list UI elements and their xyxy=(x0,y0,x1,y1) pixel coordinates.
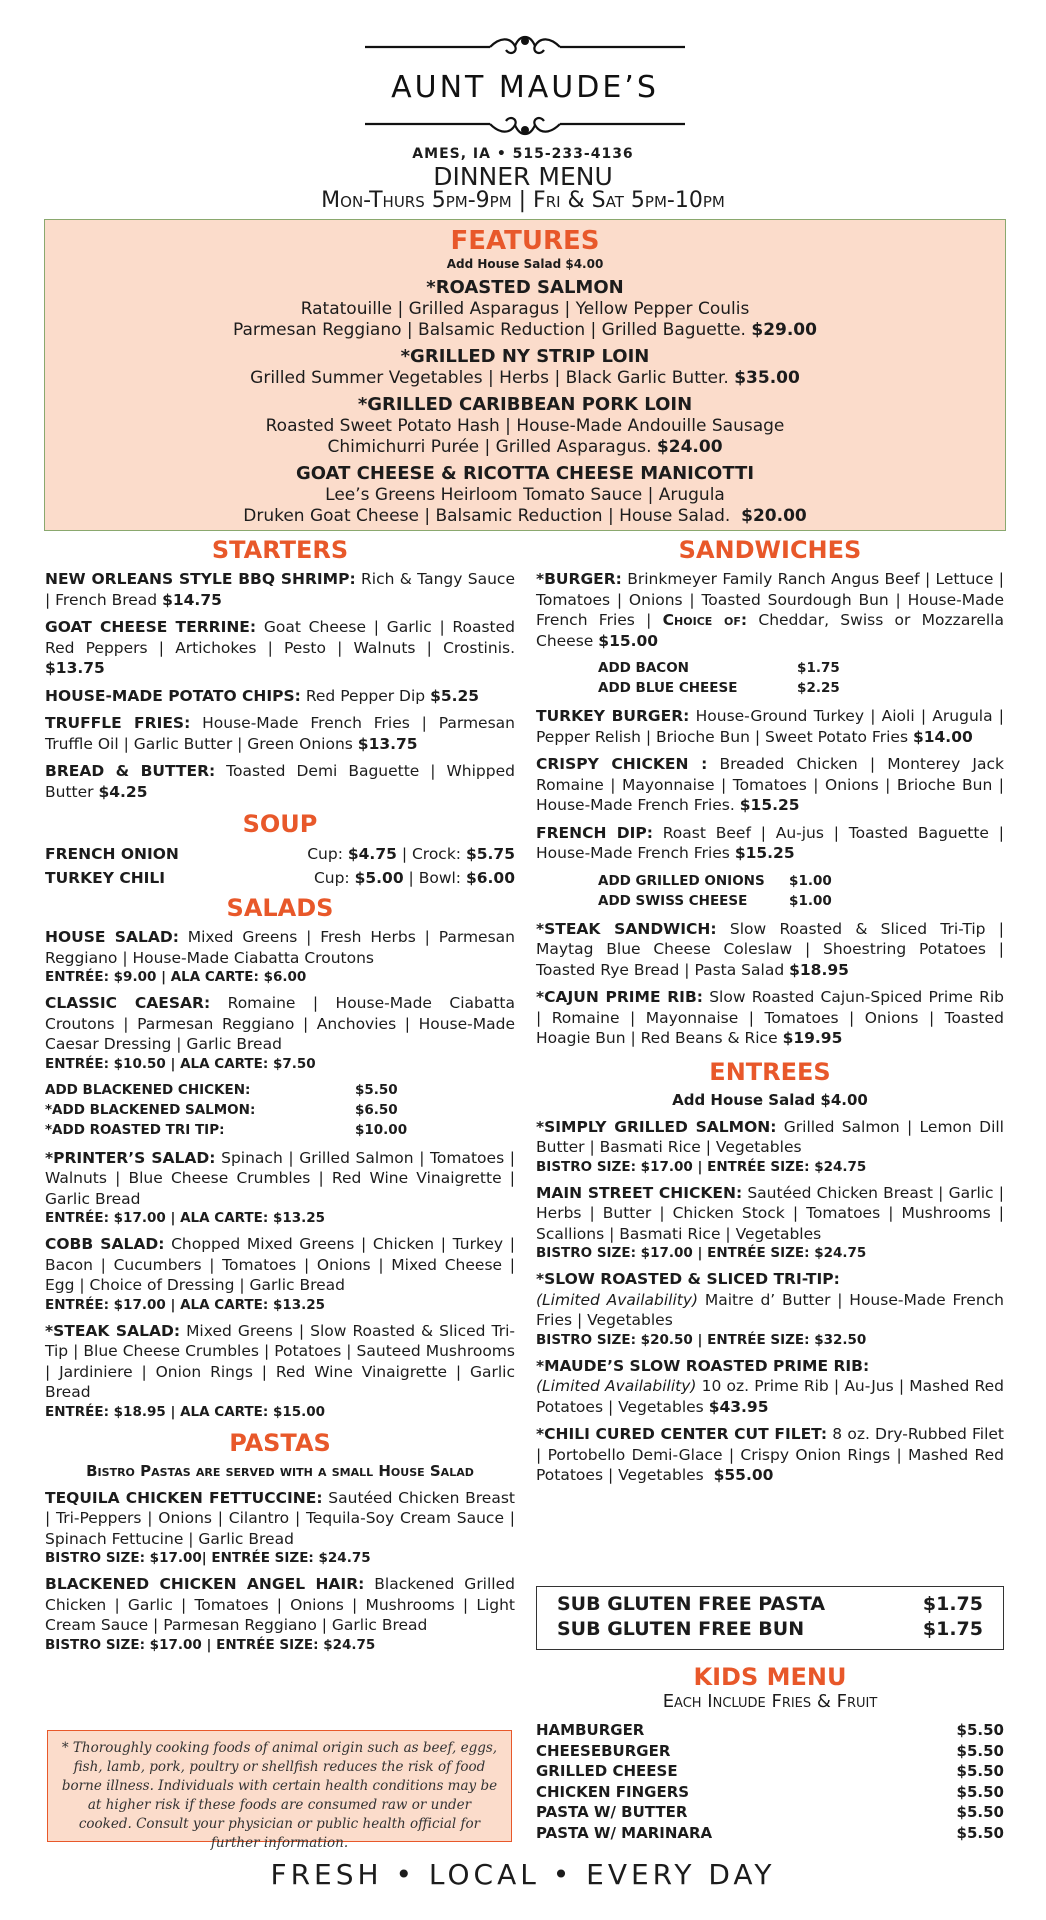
feature-desc: Parmesan Reggiano | Balsamic Reduction | Grilled Baguette. xyxy=(233,320,746,340)
feature-desc: Ratatouille | Grilled Asparagus | Yellow Pepper Coulis xyxy=(300,299,750,319)
pastas-title: PASTAS xyxy=(229,1428,331,1457)
menu-item: *MAUDE’S SLOW ROASTED PRIME RIB: (Limited Availability) 10 oz. Prime Rib | Au-Jus | Mashed Red Potatoes | Vegetables $43.95 xyxy=(536,1356,1004,1416)
menu-item: CLASSIC CAESAR: Romaine | House-Made Ciabatta Croutons | Parmesan Reggiano | Anchovies | House-Made Caesar Dressing | Garlic Bread ENTRÉE: $10.50 | ALA CARTE: $7.50 xyxy=(45,994,515,1072)
feature-name: *GRILLED CARIBBEAN PORK LOIN xyxy=(357,394,693,415)
feature-item xyxy=(45,393,1005,458)
features-subtitle: Add House Salad $4.00 xyxy=(446,257,604,271)
entrees-note: Add House Salad $4.00 xyxy=(672,1090,868,1109)
gluten-free-row: SUB GLUTEN FREE BUN $1.75 xyxy=(557,1618,983,1640)
menu-item: *BURGER: Brinkmeyer Family Ranch Angus Beef | Lettuce | Tomatoes | Onions | Toasted Sourdough Bun | House-Made French Fries | Choice of: Cheddar, Swiss or Mozzarella Cheese $15.00 xyxy=(536,570,1004,650)
feature-desc: Chimichurri Purée | Grilled Asparagus. xyxy=(327,437,652,457)
feature-desc: Grilled Summer Vegetables | Herbs | Black Garlic Butter. xyxy=(250,368,729,388)
menu-item: CRISPY CHICKEN : Breaded Chicken | Monterey Jack Romaine | Mayonnaise | Tomatoes | Onions | Brioche Bun | House-Made French Fries. $15.25 xyxy=(536,755,1004,814)
features-title: FEATURES xyxy=(450,226,600,256)
soup-row: FRENCH ONION Cup: $4.75 | Crock: $5.75 xyxy=(45,845,515,863)
feature-price: $29.00 xyxy=(751,320,817,340)
kids-item: PASTA W/ MARINARA $5.50 xyxy=(536,1823,1004,1842)
menu-item: TURKEY BURGER: House-Ground Turkey | Aioli | Arugula | Pepper Relish | Brioche Bun | Sweet Potato Fries $14.00 xyxy=(536,707,1004,746)
menu-item: *CHILI CURED CENTER CUT FILET: 8 oz. Dry-Rubbed Filet | Portobello Demi-Glace | Crispy Onion Rings | Mashed Red Potatoes | Vegetables $55.00 xyxy=(536,1425,1004,1484)
kids-item: CHEESEBURGER $5.50 xyxy=(536,1741,1004,1760)
features-box xyxy=(44,219,1006,531)
menu-item: TRUFFLE FRIES: House-Made French Fries | Parmesan Truffle Oil | Garlic Butter | Green Onions $13.75 xyxy=(45,714,515,753)
menu-item: *SIMPLY GRILLED SALMON: Grilled Salmon | Lemon Dill Butter | Basmati Rice | Vegetables BISTRO SIZE: $17.00 | ENTRÉE SIZE: $24.75 xyxy=(536,1117,1004,1175)
location-phone: AMES, IA • 515-233-4136 xyxy=(412,146,634,162)
menu-item: NEW ORLEANS STYLE BBQ SHRIMP: Rich & Tangy Sauce | French Bread $14.75 xyxy=(45,570,515,609)
menu-item: BREAD & BUTTER: Toasted Demi Baguette | Whipped Butter $4.25 xyxy=(45,762,515,801)
kids-item: GRILLED CHEESE $5.50 xyxy=(536,1762,1004,1780)
menu-item: FRENCH DIP: Roast Beef | Au-jus | Toasted Baguette | House-Made French Fries $15.25 xyxy=(536,823,1004,862)
starters-title: STARTERS xyxy=(211,536,349,564)
menu-item: HOUSE SALAD: Mixed Greens | Fresh Herbs | Parmesan Reggiano | House-Made Ciabatta Croutons ENTRÉE: $9.00 | ALA CARTE: $6.00 xyxy=(45,928,515,985)
feature-item xyxy=(45,462,1005,527)
french-dip-addons: ADD GRILLED ONIONS $1.00 ADD SWISS CHEESE $1.00 xyxy=(598,872,832,909)
kids-item: HAMBURGER $5.50 xyxy=(536,1721,1004,1739)
menu-item: TEQUILA CHICKEN FETTUCCINE: Sautéed Chicken Breast | Tri-Peppers | Onions | Cilantro | Tequila-Soy Cream Sauce | Spinach Fettucine | Garlic Bread BISTRO SIZE: $17.00| ENTRÉE SIZE: $24.75 xyxy=(45,1488,515,1566)
hours: Mon-Thurs 5pm-9pm | Fri & Sat 5pm-10pm xyxy=(321,188,725,213)
menu-item: *CAJUN PRIME RIB: Slow Roasted Cajun-Spiced Prime Rib | Romaine | Mayonnaise | Tomatoes | Onions | Toasted Hoagie Bun | Red Beans & Rice $19.95 xyxy=(536,988,1004,1047)
kids-item: CHICKEN FINGERS $5.50 xyxy=(536,1782,1004,1801)
feature-price: $20.00 xyxy=(741,506,807,526)
kids-title: KIDS MENU xyxy=(693,1663,847,1691)
gluten-free-row: SUB GLUTEN FREE PASTA $1.75 xyxy=(557,1593,983,1615)
soup-row: TURKEY CHILI Cup: $5.00 | Bowl: $6.00 xyxy=(45,869,515,887)
kids-item: PASTA W/ BUTTER $5.50 xyxy=(536,1803,1004,1821)
menu-item: COBB SALAD: Chopped Mixed Greens | Chicken | Turkey | Bacon | Cucumbers | Tomatoes | Onions | Mixed Cheese | Egg | Choice of Dressing | Garlic Bread ENTRÉE: $17.00 | ALA CARTE: $13.25 xyxy=(45,1235,515,1313)
feature-desc: Druken Goat Cheese | Balsamic Reduction | House Salad. xyxy=(243,506,731,526)
pastas-note: Bistro Pastas are served with a small House Salad xyxy=(86,1461,474,1480)
left-column xyxy=(45,533,515,1661)
salads-title: SALADS xyxy=(226,894,334,922)
feature-price: $35.00 xyxy=(734,368,800,388)
feature-item xyxy=(45,276,1005,341)
restaurant-name: AUNT MAUDE’S xyxy=(391,70,659,105)
burger-addons: ADD BACON $1.75 ADD BLUE CHEESE $2.25 xyxy=(598,660,840,696)
menu-item: *SLOW ROASTED & SLICED TRI-TIP: (Limited Availability) Maitre d’ Butter | House-Made French Fries | Vegetables BISTRO SIZE: $20.50 | ENTRÉE SIZE: $32.50 xyxy=(536,1270,1005,1348)
feature-name: *ROASTED SALMON xyxy=(426,277,624,298)
menu-item: *STEAK SALAD: Mixed Greens | Slow Roasted & Sliced Tri-Tip | Blue Cheese Crumbles | Potatoes | Sauteed Mushrooms | Jardiniere | Onion Rings | Red Wine Vinaigrette | Garlic Bread ENTRÉE: $18.95 | ALA CARTE: $15.00 xyxy=(45,1321,515,1420)
menu-item: GOAT CHEESE TERRINE: Goat Cheese | Garlic | Roasted Red Peppers | Artichokes | Pesto | Walnuts | Crostinis. $13.75 xyxy=(45,618,515,677)
menu-item: MAIN STREET CHICKEN: Sautéed Chicken Breast | Garlic | Herbs | Butter | Chicken Stock | Tomatoes | Mushrooms | Scallions | Basmati Rice | Vegetables BISTRO SIZE: $17.00 | ENTRÉE SIZE: $24.75 xyxy=(536,1183,1004,1261)
menu-title: DINNER MENU xyxy=(433,162,613,191)
right-column xyxy=(536,533,1004,1493)
menu-item: *PRINTER’S SALAD: Spinach | Grilled Salmon | Tomatoes | Walnuts | Blue Cheese Crumbles | Red Wine Vinaigrette | Garlic Bread ENTRÉE: $17.00 | ALA CARTE: $13.25 xyxy=(45,1148,515,1226)
feature-name: *GRILLED NY STRIP LOIN xyxy=(400,346,650,367)
kids-subtitle: Each Include Fries & Fruit xyxy=(662,1691,878,1712)
feature-desc: Roasted Sweet Potato Hash | House-Made Andouille Sausage xyxy=(265,416,785,436)
feature-price: $24.00 xyxy=(656,437,723,457)
feature-item xyxy=(45,345,1005,389)
soup-table xyxy=(45,843,515,891)
entrees-title: ENTREES xyxy=(709,1057,831,1086)
salad-addons: ADD BLACKENED CHICKEN: $5.50 *ADD BLACKENED SALMON: $6.50 *ADD ROASTED TRI TIP: $10.00 xyxy=(45,1081,408,1138)
gluten-free-box xyxy=(536,1586,1004,1650)
feature-desc: Lee’s Greens Heirloom Tomato Sauce | Arugula xyxy=(325,485,725,505)
kids-menu xyxy=(536,1662,1004,1843)
food-safety-disclaimer: * Thoroughly cooking foods of animal origin such as beef, eggs, fish, lamb, pork, poultry or shellfish reduces the risk of food borne illness. Individuals with certain health conditions may be at higher risk if these foods are consumed raw or under cooked. Consult your physician or public health official for further information. xyxy=(47,1730,512,1842)
menu-item: BLACKENED CHICKEN ANGEL HAIR: Blackened Grilled Chicken | Garlic | Tomatoes | Onions | Mushrooms | Light Cream Sauce | Parmesan Reggiano | Garlic Bread BISTRO SIZE: $17.00 | ENTRÉE SIZE: $24.75 xyxy=(45,1575,515,1653)
logo xyxy=(360,32,690,142)
menu-item: *STEAK SANDWICH: Slow Roasted & Sliced Tri-Tip | Maytag Blue Cheese Coleslaw | Shoestring Potatoes | Toasted Rye Bread | Pasta Salad $18.95 xyxy=(536,919,1004,979)
soup-title: SOUP xyxy=(242,810,318,838)
feature-name: GOAT CHEESE & RICOTTA CHEESE MANICOTTI xyxy=(295,463,755,484)
footer-slogan: FRESH • LOCAL • EVERY DAY xyxy=(270,1858,776,1891)
sandwiches-title: SANDWICHES xyxy=(678,536,862,564)
menu-item: HOUSE-MADE POTATO CHIPS: Red Pepper Dip $5.25 xyxy=(45,686,480,705)
